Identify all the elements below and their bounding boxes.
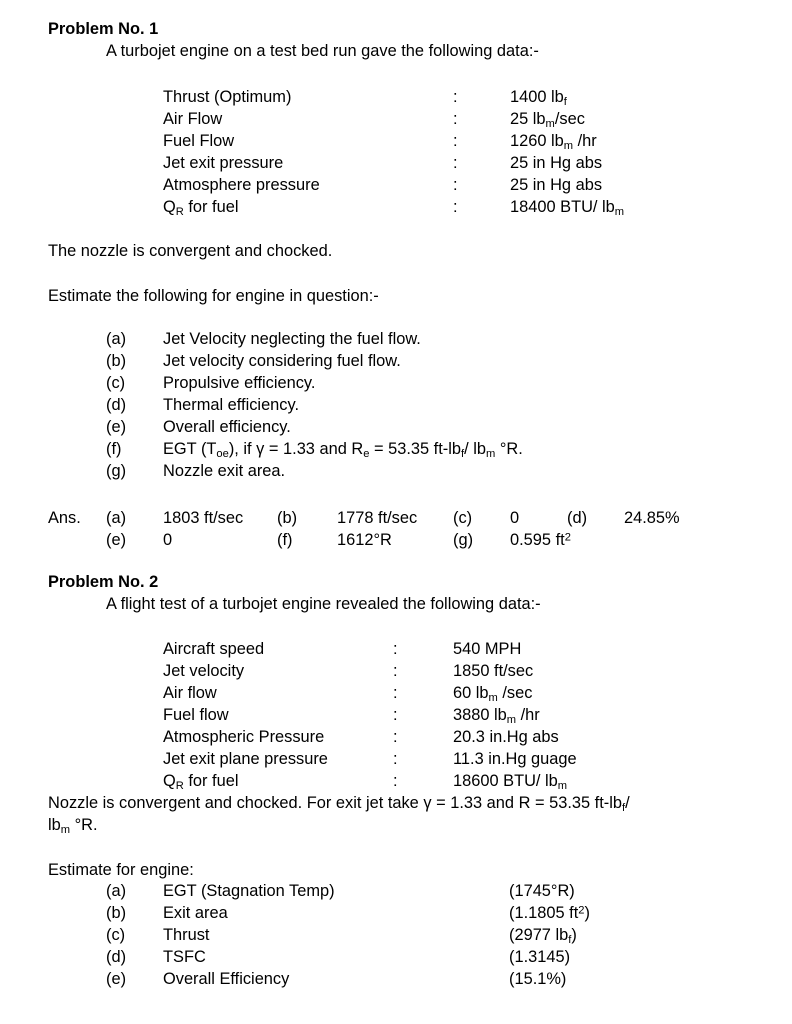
p1-data-separator: :: [453, 132, 458, 150]
p1-data-value: 18400 BTU/ $lb_m$: [510, 198, 625, 219]
p1-nozzle-note: The nozzle is convergent and chocked.: [48, 242, 333, 260]
list-item-letter: (c): [106, 926, 126, 944]
list-item-answer: (1745°R): [509, 882, 575, 900]
p2-data-label: Jet exit plane pressure: [163, 750, 328, 768]
p2-data-label: Atmospheric Pressure: [163, 728, 325, 746]
p2-data-separator: :: [393, 662, 398, 680]
answer-letter: (f): [277, 531, 293, 549]
p2-data-label: Fuel flow: [163, 706, 229, 724]
p1-data-separator: :: [453, 154, 458, 172]
answer-letter: (c): [453, 509, 473, 527]
answer-value: 24.85%: [624, 509, 680, 527]
answer-value: 0.595 $ft^2$: [510, 531, 571, 549]
list-item-text: Propulsive efficiency.: [163, 374, 316, 392]
p2-data-separator: :: [393, 750, 398, 768]
p2-data-value: 3880 $lb_m$ /hr: [453, 706, 540, 727]
list-item-text: Exit area: [163, 904, 228, 922]
p2-data-value: 1850 ft/sec: [453, 662, 534, 680]
p1-data-separator: :: [453, 198, 458, 216]
list-item-text: Thrust: [163, 926, 210, 944]
p2-data-value: 540 MPH: [453, 640, 522, 658]
answer-letter: (a): [106, 509, 127, 527]
p1-estimate-intro: Estimate the following for engine in question:-: [48, 287, 379, 305]
p2-nozzle-note-line2: $lb_m$ °R.: [48, 816, 98, 837]
list-item-letter: (d): [106, 948, 127, 966]
p2-data-separator: :: [393, 728, 398, 746]
p2-data-label: Aircraft speed: [163, 640, 265, 658]
list-item-answer: (2977 $lb_f$): [509, 926, 577, 947]
p2-data-separator: :: [393, 684, 398, 702]
list-item-answer: (1.1805 $ft^2$): [509, 904, 590, 922]
p2-data-value: 11.3 in.Hg guage: [453, 750, 577, 768]
list-item-text: Jet Velocity neglecting the fuel flow.: [163, 330, 421, 348]
answer-letter: (d): [567, 509, 588, 527]
list-item-text: TSFC: [163, 948, 206, 966]
list-item-letter: (c): [106, 374, 126, 392]
list-item-letter: (a): [106, 330, 127, 348]
list-item-text: Overall Efficiency: [163, 970, 290, 988]
p1-data-separator: :: [453, 88, 458, 106]
list-item-text: Overall efficiency.: [163, 418, 291, 436]
problem-1-heading: Problem No. 1: [48, 20, 159, 38]
list-item-letter: (f): [106, 440, 122, 458]
p1-data-value: 25 $lb_m/\sec$: [510, 110, 585, 131]
list-item-letter: (a): [106, 882, 127, 900]
list-item-letter: (e): [106, 418, 127, 436]
list-item-letter: (g): [106, 462, 127, 480]
list-item-letter: (b): [106, 904, 127, 922]
answer-value: 1778 ft/sec: [337, 509, 418, 527]
list-item-text-egt: EGT $(T_{oe})$, if γ = 1.33 and $R_e = 53.35$ $ft-lb_f/$ $lb_m$ °R.: [163, 440, 523, 461]
list-item-text: Thermal efficiency.: [163, 396, 300, 414]
list-item-text: Nozzle exit area.: [163, 462, 286, 480]
p2-nozzle-note-line1: Nozzle is convergent and chocked. For exit jet take γ = 1.33 and R = 53.35 $ft-lb_f/$: [48, 794, 630, 815]
p2-data-value: 60 $lb_m$ /sec: [453, 684, 533, 705]
p1-data-value: 1400 $lb_f$: [510, 88, 567, 109]
p1-data-label: Air Flow: [163, 110, 223, 128]
list-item-letter: (d): [106, 396, 127, 414]
p2-estimate-intro: Estimate for engine:: [48, 861, 194, 879]
list-item-answer: (15.1%): [509, 970, 567, 988]
answer-value: 0: [163, 531, 173, 549]
p1-data-label: Fuel Flow: [163, 132, 235, 150]
p1-data-label: Jet exit pressure: [163, 154, 284, 172]
p2-data-separator: :: [393, 772, 398, 790]
p1-data-value: 25 in Hg abs: [510, 176, 603, 194]
p2-data-separator: :: [393, 640, 398, 658]
p1-data-separator: :: [453, 176, 458, 194]
p2-data-value: 20.3 in.Hg abs: [453, 728, 559, 746]
problem-1-intro: A turbojet engine on a test bed run gave the following data:-: [106, 42, 539, 60]
problem-2-heading: Problem No. 2: [48, 573, 159, 591]
list-item-text: Jet velocity considering fuel flow.: [163, 352, 401, 370]
list-item-letter: (b): [106, 352, 127, 370]
p2-data-label: Air flow: [163, 684, 217, 702]
p1-data-separator: :: [453, 110, 458, 128]
list-item-letter: (e): [106, 970, 127, 988]
p2-data-label: $Q_R$ for fuel: [163, 772, 239, 793]
p1-data-label: Atmosphere pressure: [163, 176, 320, 194]
list-item-answer: (1.3145): [509, 948, 571, 966]
p1-data-value: 1260 $lb_m$ /hr: [510, 132, 597, 153]
p2-data-label: Jet velocity: [163, 662, 245, 680]
answer-value: 1803 ft/sec: [163, 509, 244, 527]
answers-label: Ans.: [48, 509, 81, 527]
p1-data-label: Thrust (Optimum): [163, 88, 292, 106]
p1-data-label: $Q_R$ for fuel: [163, 198, 239, 219]
answer-letter: (e): [106, 531, 127, 549]
answer-value: 1612°R: [337, 531, 392, 549]
answer-value: 0: [510, 509, 520, 527]
list-item-text: EGT (Stagnation Temp): [163, 882, 335, 900]
p2-data-separator: :: [393, 706, 398, 724]
p2-data-value: 18600 BTU/ $lb_m$: [453, 772, 568, 793]
problem-2-intro: A flight test of a turbojet engine revealed the following data:-: [106, 595, 541, 613]
answer-letter: (g): [453, 531, 474, 549]
p1-data-value: 25 in Hg abs: [510, 154, 603, 172]
answer-letter: (b): [277, 509, 298, 527]
